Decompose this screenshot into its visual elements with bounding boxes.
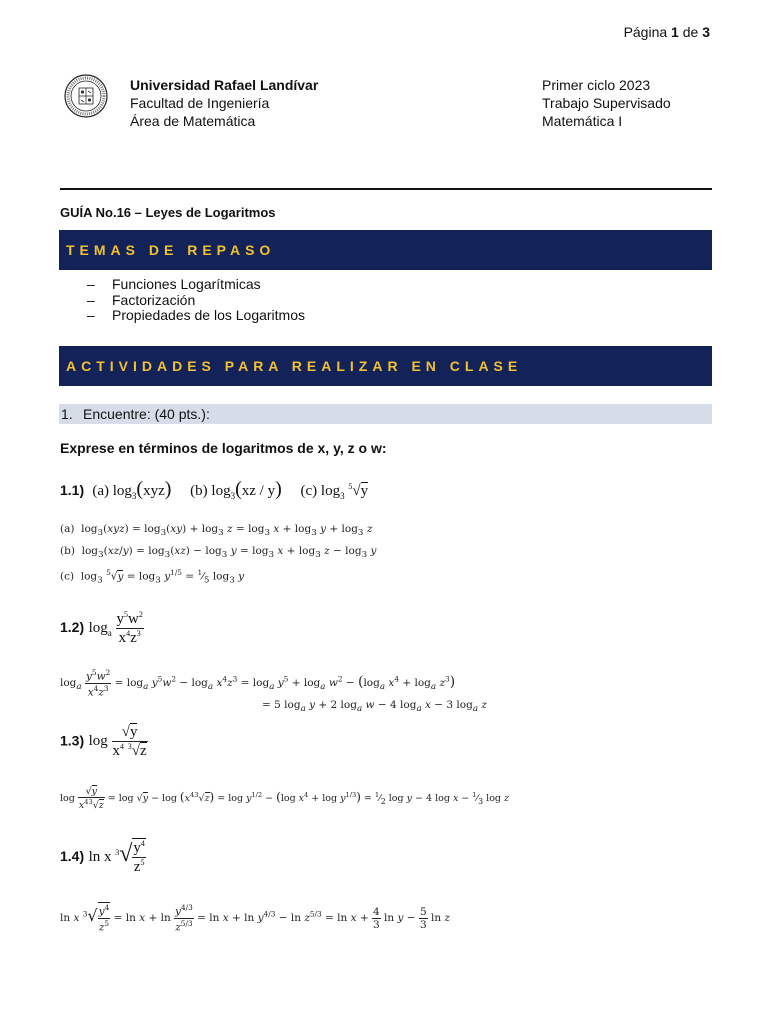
review-topics-list [87, 277, 305, 324]
activities-banner: ACTIVIDADES PARA REALIZAR EN CLASE [59, 346, 712, 386]
faculty-name: Facultad de Ingeniería [130, 95, 270, 111]
guide-title: GUÍA No.16 – Leyes de Logaritmos [60, 205, 276, 220]
page-number [600, 23, 710, 41]
question-1-bar [59, 404, 712, 424]
institution-block [130, 76, 318, 130]
solution-1-1a: (a) $\log_3(xyz) = \log_3(xy) + \log_3 z = \log_3 x + \log_3 y + \log_3 z$ [60, 523, 373, 539]
university-seal-icon [64, 74, 108, 118]
list-item: – Funciones Logarítmicas [87, 276, 261, 292]
list-item: – Propiedades de los Logaritmos [87, 307, 306, 323]
course-name: Matemática I [542, 113, 623, 129]
solution-1-1c: (c) $\log_3 ^5√y = \log_3 y^{1/5}$ = $^1⁄_5$ $\log_3 y$ [60, 568, 245, 586]
page-current: 1 [671, 24, 679, 40]
instruction: Exprese en términos de logaritmos de x, y, z o w: [60, 440, 387, 456]
header-divider [60, 188, 712, 190]
solution-1-2-line1: $\log_a$ $\frac{y^5w^2}{x^4z^3}$ = $\log_a y^5w^2 - \log_a x^4z^3 = \log_a y^5 + \log_a w^2 - (\log_a$ $x^4 + \log_a z^3$) [60, 668, 456, 698]
problem-label: 1.4) [60, 847, 85, 864]
question-text: Encuentre: (40 pts.): [83, 406, 210, 422]
solution-1-3: log $\frac{√y}{x^{43}√z}$ = $\log √y - \log (x^{43}√z) = \log y^{1/2} - (\log$ $x^4 + \log y^{1/3}$) = $^1⁄_2$ log y − 4 $\log x - ^1⁄_3$ log z [60, 786, 510, 812]
area-name: Área de Matemática [130, 113, 256, 129]
work-type: Trabajo Supervisado [542, 95, 671, 111]
page-total: 3 [702, 24, 710, 40]
page-of: de [682, 24, 699, 40]
solution-1-1b: (b) $\log_3(xz/y) = \log_3(xz) - \log_3 y = \log_3 x + \log_3 z - \log_3 y$ [60, 545, 377, 561]
solution-1-4: ln x $^3$√ $\frac{y^4}{z^5}$ = ln x + ln $\frac{y^{4/3}}{z^{5/3}}$ = $\ln x + \ln y^{4/3} - \ln z^{5/3} = \ln x$ + $\frac{4}{3}$ ln y − $\frac{5}{3}$ ln z [60, 903, 450, 933]
question-number: 1. [61, 406, 73, 422]
course-block [542, 76, 671, 130]
problem-1-4: 1.4) ln x $^3$√ $\frac{y^4}{z^5}$ [60, 839, 145, 875]
list-item: – Factorización [87, 291, 196, 308]
page-label: Página [623, 24, 668, 40]
problem-label: 1.2) [60, 618, 85, 635]
solution-1-2-line2: = 5 $\log_a y + 2$ $\log_a w - 4$ $\log_a x - 3$ $\log_a z$ [262, 699, 487, 715]
university-name: Universidad Rafael Landívar [130, 77, 319, 93]
problem-1-3: 1.3) log $\frac{√y}{x^4 ^3√z}$ [60, 724, 147, 759]
problem-1-2: 1.2) $\log_a$ $\frac{y^5w^2}{x^4z^3}$ [60, 610, 143, 646]
cycle: Primer ciclo 2023 [542, 77, 651, 93]
review-banner: TEMAS DE REPASO [59, 230, 712, 270]
problem-1-1: 1.1) (a) $\log_3(xyz)$ (b) $\log_3(xz / y)$ (c) $\log_3 ^5√y$ [60, 478, 369, 501]
problem-label: 1.3) [60, 732, 85, 749]
problem-label: 1.1) [60, 482, 85, 498]
